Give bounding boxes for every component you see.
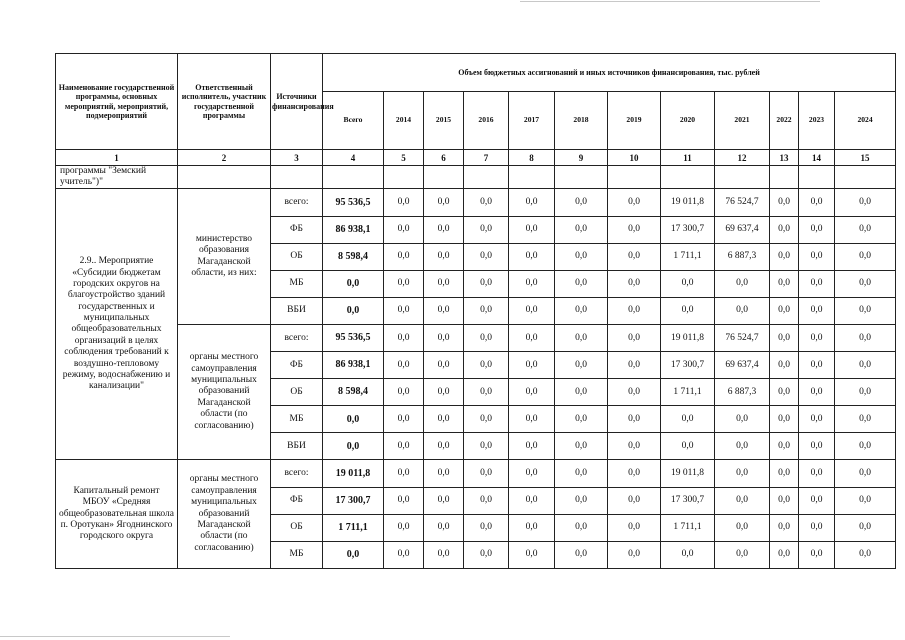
- column-number: 6: [424, 150, 464, 166]
- empty-cell: [384, 166, 424, 189]
- value-cell: 0,0: [608, 243, 661, 270]
- continuation-text: программы "Земский учитель")": [56, 166, 178, 189]
- value-cell: 0,0: [464, 324, 509, 351]
- value-cell: 0,0: [424, 460, 464, 487]
- total-cell: 95 536,5: [323, 324, 384, 351]
- total-cell: 19 011,8: [323, 460, 384, 487]
- value-cell: 0,0: [464, 270, 509, 297]
- empty-cell: [835, 166, 896, 189]
- value-cell: 0,0: [608, 270, 661, 297]
- value-cell: 0,0: [608, 189, 661, 216]
- value-cell: 0,0: [770, 297, 799, 324]
- value-cell: 0,0: [509, 189, 555, 216]
- value-cell: 0,0: [555, 352, 608, 379]
- value-cell: 0,0: [608, 406, 661, 433]
- value-cell: 0,0: [464, 514, 509, 541]
- value-cell: 0,0: [464, 433, 509, 460]
- value-cell: 0,0: [555, 379, 608, 406]
- value-cell: 0,0: [509, 487, 555, 514]
- value-cell: 0,0: [384, 379, 424, 406]
- value-cell: 0,0: [770, 379, 799, 406]
- value-cell: 0,0: [464, 189, 509, 216]
- value-cell: 0,0: [384, 243, 424, 270]
- total-cell: 17 300,7: [323, 487, 384, 514]
- value-cell: 0,0: [835, 216, 896, 243]
- value-cell: 0,0: [715, 406, 770, 433]
- value-cell: 0,0: [464, 297, 509, 324]
- column-number: 8: [509, 150, 555, 166]
- total-cell: 95 536,5: [323, 189, 384, 216]
- value-cell: 17 300,7: [661, 352, 715, 379]
- value-cell: 0,0: [799, 541, 835, 568]
- value-cell: 0,0: [799, 352, 835, 379]
- source-cell: МБ: [271, 270, 323, 297]
- value-cell: 1 711,1: [661, 379, 715, 406]
- header-year: 2017: [509, 92, 555, 150]
- executor-name: министерство образования Магаданской области, из них:: [178, 189, 271, 324]
- header-year: 2015: [424, 92, 464, 150]
- value-cell: 76 524,7: [715, 324, 770, 351]
- value-cell: 0,0: [555, 541, 608, 568]
- value-cell: 0,0: [835, 352, 896, 379]
- executor-name: органы местного самоуправления муниципальных образований Магаданской области (по согласованию): [178, 460, 271, 569]
- value-cell: 0,0: [555, 514, 608, 541]
- total-cell: 86 938,1: [323, 352, 384, 379]
- value-cell: 0,0: [608, 379, 661, 406]
- value-cell: 0,0: [835, 297, 896, 324]
- value-cell: 0,0: [464, 406, 509, 433]
- value-cell: 19 011,8: [661, 324, 715, 351]
- column-number: 12: [715, 150, 770, 166]
- empty-cell: [509, 166, 555, 189]
- value-cell: 0,0: [835, 270, 896, 297]
- value-cell: 0,0: [770, 487, 799, 514]
- value-cell: 0,0: [424, 324, 464, 351]
- value-cell: 0,0: [835, 379, 896, 406]
- value-cell: 0,0: [464, 487, 509, 514]
- value-cell: 0,0: [509, 406, 555, 433]
- empty-cell: [555, 166, 608, 189]
- value-cell: 0,0: [661, 433, 715, 460]
- header-year: 2023: [799, 92, 835, 150]
- header-year: 2021: [715, 92, 770, 150]
- value-cell: 0,0: [464, 460, 509, 487]
- value-cell: 0,0: [608, 352, 661, 379]
- value-cell: 0,0: [424, 514, 464, 541]
- value-cell: 0,0: [555, 433, 608, 460]
- value-cell: 69 637,4: [715, 352, 770, 379]
- source-cell: всего:: [271, 460, 323, 487]
- value-cell: 0,0: [555, 270, 608, 297]
- scan-edge-bottom: [0, 636, 230, 637]
- header-total-col: Всего: [323, 92, 384, 150]
- value-cell: 17 300,7: [661, 487, 715, 514]
- value-cell: 0,0: [424, 352, 464, 379]
- value-cell: 0,0: [770, 352, 799, 379]
- budget-table: [55, 53, 896, 569]
- value-cell: 19 011,8: [661, 460, 715, 487]
- value-cell: 0,0: [835, 460, 896, 487]
- empty-cell: [464, 166, 509, 189]
- value-cell: 0,0: [770, 216, 799, 243]
- value-cell: 0,0: [799, 379, 835, 406]
- value-cell: 0,0: [770, 324, 799, 351]
- source-cell: ФБ: [271, 487, 323, 514]
- value-cell: 0,0: [424, 189, 464, 216]
- value-cell: 0,0: [799, 324, 835, 351]
- column-number: 3: [271, 150, 323, 166]
- value-cell: 0,0: [608, 541, 661, 568]
- value-cell: 0,0: [661, 270, 715, 297]
- repair-name: Капитальный ремонт МБОУ «Средняя общеобразовательная школа п. Оротукан» Ягоднинского городского округа: [56, 460, 178, 569]
- value-cell: 0,0: [715, 460, 770, 487]
- value-cell: 0,0: [384, 216, 424, 243]
- source-cell: ФБ: [271, 216, 323, 243]
- source-cell: ВБИ: [271, 297, 323, 324]
- value-cell: 0,0: [555, 297, 608, 324]
- value-cell: 0,0: [509, 379, 555, 406]
- scan-edge-top: [520, 1, 820, 2]
- value-cell: 0,0: [424, 406, 464, 433]
- column-number: 15: [835, 150, 896, 166]
- value-cell: 17 300,7: [661, 216, 715, 243]
- header-executor-col: Ответственный исполнитель, участник государственной программы: [178, 54, 271, 150]
- source-cell: всего:: [271, 324, 323, 351]
- value-cell: 0,0: [608, 216, 661, 243]
- value-cell: 0,0: [424, 541, 464, 568]
- value-cell: 0,0: [715, 541, 770, 568]
- value-cell: 0,0: [799, 243, 835, 270]
- value-cell: 0,0: [555, 460, 608, 487]
- value-cell: 0,0: [384, 487, 424, 514]
- value-cell: 0,0: [799, 216, 835, 243]
- table-row: [56, 460, 896, 487]
- total-cell: 0,0: [323, 297, 384, 324]
- value-cell: 0,0: [555, 243, 608, 270]
- total-cell: 86 938,1: [323, 216, 384, 243]
- header-source-col: Источники финансирования: [271, 54, 323, 150]
- value-cell: 0,0: [715, 514, 770, 541]
- value-cell: 0,0: [384, 270, 424, 297]
- empty-cell: [424, 166, 464, 189]
- value-cell: 0,0: [464, 541, 509, 568]
- executor-name: органы местного самоуправления муниципальных образований Магаданской области (по согласованию): [178, 324, 271, 459]
- value-cell: 19 011,8: [661, 189, 715, 216]
- value-cell: 0,0: [509, 352, 555, 379]
- value-cell: 0,0: [608, 514, 661, 541]
- value-cell: 0,0: [384, 433, 424, 460]
- value-cell: 0,0: [384, 406, 424, 433]
- column-number: 1: [56, 150, 178, 166]
- value-cell: 1 711,1: [661, 243, 715, 270]
- value-cell: 0,0: [509, 324, 555, 351]
- value-cell: 0,0: [424, 270, 464, 297]
- value-cell: 0,0: [384, 460, 424, 487]
- value-cell: 0,0: [608, 460, 661, 487]
- value-cell: 0,0: [464, 352, 509, 379]
- column-number: 13: [770, 150, 799, 166]
- header-year: 2016: [464, 92, 509, 150]
- source-cell: ОБ: [271, 243, 323, 270]
- value-cell: 0,0: [715, 270, 770, 297]
- value-cell: 0,0: [770, 460, 799, 487]
- empty-cell: [715, 166, 770, 189]
- value-cell: 0,0: [384, 297, 424, 324]
- source-cell: ОБ: [271, 514, 323, 541]
- empty-cell: [799, 166, 835, 189]
- empty-cell: [770, 166, 799, 189]
- header-year: 2018: [555, 92, 608, 150]
- empty-cell: [608, 166, 661, 189]
- value-cell: 0,0: [835, 324, 896, 351]
- value-cell: 0,0: [384, 514, 424, 541]
- source-cell: ВБИ: [271, 433, 323, 460]
- column-number: 4: [323, 150, 384, 166]
- value-cell: 69 637,4: [715, 216, 770, 243]
- total-cell: 0,0: [323, 406, 384, 433]
- value-cell: 0,0: [835, 487, 896, 514]
- value-cell: 0,0: [835, 243, 896, 270]
- total-cell: 8 598,4: [323, 379, 384, 406]
- value-cell: 0,0: [835, 406, 896, 433]
- source-cell: ОБ: [271, 379, 323, 406]
- value-cell: 0,0: [464, 379, 509, 406]
- value-cell: 0,0: [384, 189, 424, 216]
- column-number: 9: [555, 150, 608, 166]
- value-cell: 0,0: [384, 541, 424, 568]
- value-cell: 0,0: [770, 406, 799, 433]
- value-cell: 0,0: [770, 189, 799, 216]
- total-cell: 1 711,1: [323, 514, 384, 541]
- header-year: 2014: [384, 92, 424, 150]
- value-cell: 0,0: [555, 487, 608, 514]
- value-cell: 0,0: [799, 270, 835, 297]
- value-cell: 0,0: [509, 514, 555, 541]
- value-cell: 0,0: [770, 541, 799, 568]
- value-cell: 0,0: [555, 216, 608, 243]
- value-cell: 0,0: [608, 297, 661, 324]
- value-cell: 0,0: [770, 514, 799, 541]
- value-cell: 0,0: [509, 460, 555, 487]
- value-cell: 0,0: [799, 487, 835, 514]
- table-row: [56, 189, 896, 216]
- value-cell: 0,0: [509, 297, 555, 324]
- value-cell: 0,0: [384, 324, 424, 351]
- value-cell: 0,0: [424, 297, 464, 324]
- total-cell: 8 598,4: [323, 243, 384, 270]
- value-cell: 0,0: [509, 216, 555, 243]
- value-cell: 0,0: [555, 324, 608, 351]
- value-cell: 0,0: [424, 216, 464, 243]
- value-cell: 0,0: [799, 297, 835, 324]
- value-cell: 0,0: [424, 379, 464, 406]
- value-cell: 0,0: [509, 243, 555, 270]
- header-volume-col: Объем бюджетных ассигнований и иных источников финансирования, тыс. рублей: [323, 54, 896, 92]
- value-cell: 0,0: [555, 406, 608, 433]
- value-cell: 0,0: [509, 270, 555, 297]
- value-cell: 0,0: [555, 189, 608, 216]
- value-cell: 0,0: [661, 297, 715, 324]
- value-cell: 0,0: [835, 189, 896, 216]
- column-number: 14: [799, 150, 835, 166]
- measure-name: 2.9.. Мероприятие «Субсидии бюджетам городских округов на благоустройство зданий государственных и муниципальных общеобразовательных организаций в целях соблюдения требований к воздушно-тепловому режиму, водоснабжению и канализации": [56, 189, 178, 460]
- value-cell: 0,0: [424, 487, 464, 514]
- value-cell: 0,0: [464, 216, 509, 243]
- value-cell: 0,0: [799, 406, 835, 433]
- header-name-col: Наименование государственной программы, основных мероприятий, мероприятий, подмероприятий: [56, 54, 178, 150]
- value-cell: 0,0: [799, 433, 835, 460]
- source-cell: МБ: [271, 541, 323, 568]
- value-cell: 0,0: [715, 433, 770, 460]
- source-cell: всего:: [271, 189, 323, 216]
- value-cell: 0,0: [799, 514, 835, 541]
- header-year: 2019: [608, 92, 661, 150]
- value-cell: 0,0: [509, 433, 555, 460]
- header-year: 2024: [835, 92, 896, 150]
- header-year: 2022: [770, 92, 799, 150]
- table-row: [56, 324, 896, 351]
- value-cell: 0,0: [464, 243, 509, 270]
- value-cell: 6 887,3: [715, 379, 770, 406]
- value-cell: 0,0: [835, 541, 896, 568]
- column-number: 11: [661, 150, 715, 166]
- column-number: 7: [464, 150, 509, 166]
- column-number: 10: [608, 150, 661, 166]
- value-cell: 0,0: [770, 270, 799, 297]
- source-cell: МБ: [271, 406, 323, 433]
- value-cell: 0,0: [424, 243, 464, 270]
- value-cell: 0,0: [384, 352, 424, 379]
- empty-cell: [271, 166, 323, 189]
- value-cell: 0,0: [835, 433, 896, 460]
- value-cell: 0,0: [770, 433, 799, 460]
- total-cell: 0,0: [323, 270, 384, 297]
- empty-cell: [178, 166, 271, 189]
- empty-cell: [323, 166, 384, 189]
- empty-cell: [661, 166, 715, 189]
- value-cell: 0,0: [799, 189, 835, 216]
- value-cell: 0,0: [661, 541, 715, 568]
- value-cell: 0,0: [770, 243, 799, 270]
- value-cell: 0,0: [424, 433, 464, 460]
- column-number: 5: [384, 150, 424, 166]
- value-cell: 6 887,3: [715, 243, 770, 270]
- value-cell: 0,0: [608, 487, 661, 514]
- value-cell: 0,0: [661, 406, 715, 433]
- value-cell: 76 524,7: [715, 189, 770, 216]
- value-cell: 0,0: [715, 297, 770, 324]
- value-cell: 0,0: [608, 433, 661, 460]
- total-cell: 0,0: [323, 541, 384, 568]
- value-cell: 0,0: [608, 324, 661, 351]
- source-cell: ФБ: [271, 352, 323, 379]
- value-cell: 0,0: [509, 541, 555, 568]
- value-cell: 1 711,1: [661, 514, 715, 541]
- value-cell: 0,0: [799, 460, 835, 487]
- value-cell: 0,0: [715, 487, 770, 514]
- total-cell: 0,0: [323, 433, 384, 460]
- column-number: 2: [178, 150, 271, 166]
- header-year: 2020: [661, 92, 715, 150]
- value-cell: 0,0: [835, 514, 896, 541]
